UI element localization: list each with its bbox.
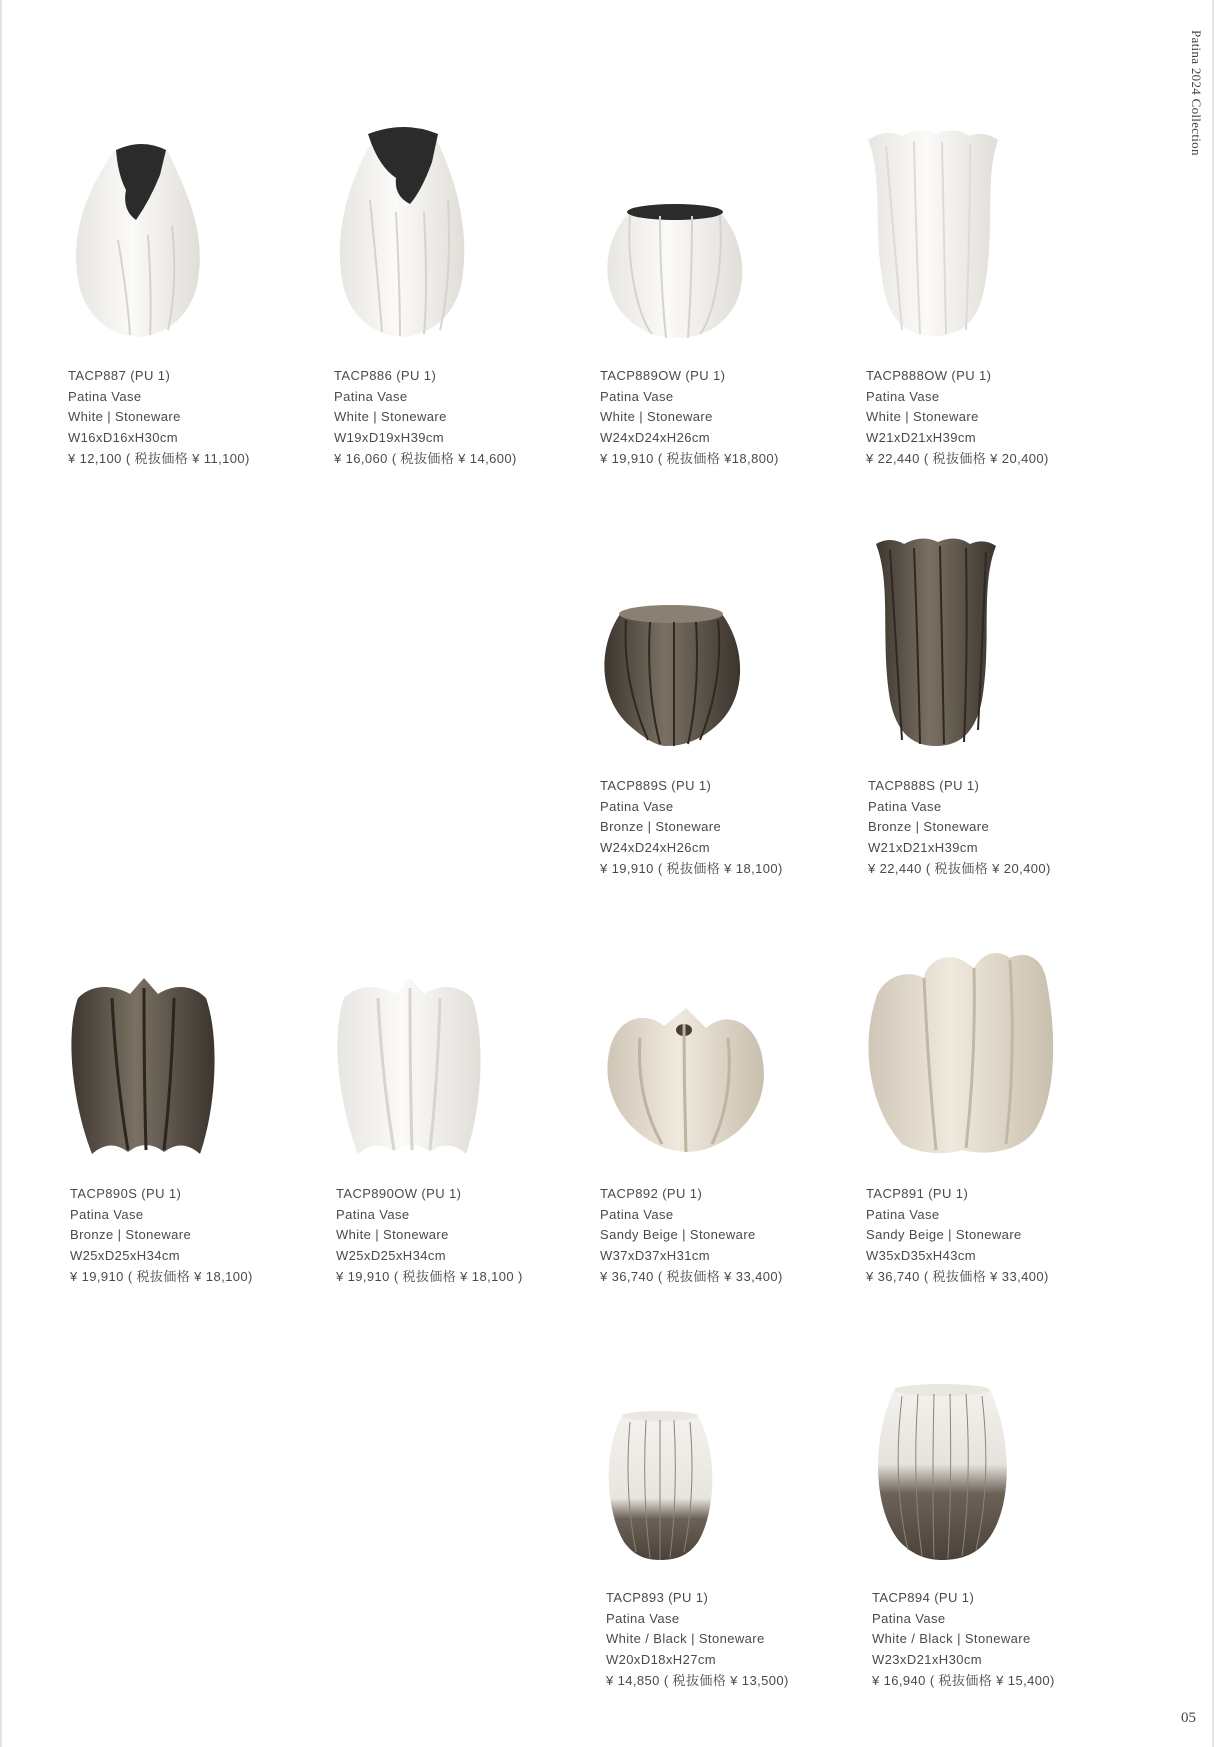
- product-code: TACP888S (PU 1): [868, 778, 980, 793]
- vase-photo: [866, 938, 1086, 1158]
- product-name: Patina Vase: [866, 1206, 940, 1222]
- product-price: ¥ 19,910 ( 税抜価格 ¥ 18,100): [600, 860, 783, 876]
- product-code: TACP887 (PU 1): [68, 368, 171, 383]
- product-size: W24xD24xH26cm: [600, 430, 710, 446]
- product-name: Patina Vase: [606, 1610, 680, 1626]
- product-name: Patina Vase: [600, 1206, 674, 1222]
- product-size: W19xD19xH39cm: [334, 430, 444, 446]
- product-name: Patina Vase: [866, 388, 940, 404]
- product-info: [872, 1588, 1055, 1692]
- vase-photo: [600, 120, 820, 340]
- product-size: W21xD21xH39cm: [868, 840, 978, 856]
- product-color-material: White | Stoneware: [68, 409, 181, 425]
- vase-photo: [868, 530, 1088, 750]
- product-info: [70, 1184, 253, 1288]
- product-name: Patina Vase: [336, 1206, 410, 1222]
- page-edge-left: [0, 0, 2, 1747]
- vase-photo: [68, 120, 288, 340]
- product-size: W35xD35xH43cm: [866, 1248, 976, 1264]
- white-vase-fluted-icon: [866, 120, 1016, 340]
- product-price: ¥ 22,440 ( 税抜価格 ¥ 20,400): [866, 450, 1049, 466]
- product-size: W20xD18xH27cm: [606, 1652, 716, 1668]
- product-color-material: Sandy Beige | Stoneware: [866, 1227, 1022, 1243]
- product-name: Patina Vase: [600, 388, 674, 404]
- product-info: [866, 1184, 1049, 1288]
- beige-vase-sculpted-icon: [866, 938, 1056, 1158]
- white-vase-tall-icon: [68, 120, 218, 340]
- product-price: ¥ 19,910 ( 税抜価格 ¥ 18,100): [70, 1268, 253, 1284]
- product-info: [334, 366, 517, 470]
- vase-photo: [872, 1342, 1092, 1562]
- product-color-material: White | Stoneware: [866, 409, 979, 425]
- page-number: 05: [1181, 1710, 1196, 1726]
- product-price: ¥ 16,940 ( 税抜価格 ¥ 15,400): [872, 1672, 1055, 1688]
- product-color-material: Bronze | Stoneware: [70, 1227, 192, 1243]
- product-price: ¥ 19,910 ( 税抜価格 ¥18,800): [600, 450, 779, 466]
- product-color-material: White | Stoneware: [336, 1227, 449, 1243]
- product-code: TACP890OW (PU 1): [336, 1186, 462, 1201]
- product-price: ¥ 16,060 ( 税抜価格 ¥ 14,600): [334, 450, 517, 466]
- product-code: TACP889OW (PU 1): [600, 368, 726, 383]
- collection-title: Patina 2024 Collection: [1189, 30, 1204, 156]
- white-vase-petal-icon: [336, 938, 486, 1158]
- vase-photo: [600, 530, 820, 750]
- white-vase-tall-icon: [334, 120, 484, 340]
- product-name: Patina Vase: [600, 798, 674, 814]
- bronze-vase-fluted-icon: [868, 530, 1018, 750]
- product-code: TACP886 (PU 1): [334, 368, 437, 383]
- product-code: TACP890S (PU 1): [70, 1186, 182, 1201]
- product-size: W25xD25xH34cm: [336, 1248, 446, 1264]
- beige-vase-flower-icon: [600, 938, 770, 1158]
- product-code: TACP888OW (PU 1): [866, 368, 992, 383]
- product-size: W25xD25xH34cm: [70, 1248, 180, 1264]
- striped-vase-small-icon: [606, 1342, 716, 1562]
- product-info: [600, 1184, 783, 1288]
- product-name: Patina Vase: [868, 798, 942, 814]
- product-price: ¥ 14,850 ( 税抜価格 ¥ 13,500): [606, 1672, 789, 1688]
- product-name: Patina Vase: [872, 1610, 946, 1626]
- product-info: [866, 366, 1049, 470]
- vase-photo: [866, 120, 1086, 340]
- white-vase-round-icon: [600, 120, 750, 340]
- product-name: Patina Vase: [334, 388, 408, 404]
- product-info: [336, 1184, 523, 1288]
- product-price: ¥ 36,740 ( 税抜価格 ¥ 33,400): [600, 1268, 783, 1284]
- product-info: [606, 1588, 789, 1692]
- product-color-material: White / Black | Stoneware: [872, 1631, 1031, 1647]
- bronze-vase-round-icon: [600, 530, 750, 750]
- vase-photo: [336, 938, 556, 1158]
- product-color-material: Bronze | Stoneware: [600, 819, 722, 835]
- product-code: TACP893 (PU 1): [606, 1590, 709, 1605]
- product-code: TACP892 (PU 1): [600, 1186, 703, 1201]
- vase-photo: [70, 938, 290, 1158]
- product-info: [600, 776, 783, 880]
- bronze-vase-petal-icon: [70, 938, 220, 1158]
- product-code: TACP889S (PU 1): [600, 778, 712, 793]
- product-size: W21xD21xH39cm: [866, 430, 976, 446]
- product-color-material: White / Black | Stoneware: [606, 1631, 765, 1647]
- striped-vase-large-icon: [872, 1342, 1022, 1562]
- product-info: [600, 366, 779, 470]
- product-name: Patina Vase: [70, 1206, 144, 1222]
- product-name: Patina Vase: [68, 388, 142, 404]
- product-price: ¥ 19,910 ( 税抜価格 ¥ 18,100 ): [336, 1268, 523, 1284]
- product-code: TACP891 (PU 1): [866, 1186, 969, 1201]
- product-size: W23xD21xH30cm: [872, 1652, 982, 1668]
- product-price: ¥ 36,740 ( 税抜価格 ¥ 33,400): [866, 1268, 1049, 1284]
- product-color-material: White | Stoneware: [334, 409, 447, 425]
- vase-photo: [606, 1342, 826, 1562]
- product-info: [68, 366, 250, 470]
- product-price: ¥ 22,440 ( 税抜価格 ¥ 20,400): [868, 860, 1051, 876]
- product-size: W24xD24xH26cm: [600, 840, 710, 856]
- product-code: TACP894 (PU 1): [872, 1590, 975, 1605]
- product-price: ¥ 12,100 ( 税抜価格 ¥ 11,100): [68, 450, 250, 466]
- product-color-material: White | Stoneware: [600, 409, 713, 425]
- product-color-material: Sandy Beige | Stoneware: [600, 1227, 756, 1243]
- product-size: W37xD37xH31cm: [600, 1248, 710, 1264]
- vase-photo: [600, 938, 820, 1158]
- product-size: W16xD16xH30cm: [68, 430, 178, 446]
- product-color-material: Bronze | Stoneware: [868, 819, 990, 835]
- product-info: [868, 776, 1051, 880]
- vase-photo: [334, 120, 554, 340]
